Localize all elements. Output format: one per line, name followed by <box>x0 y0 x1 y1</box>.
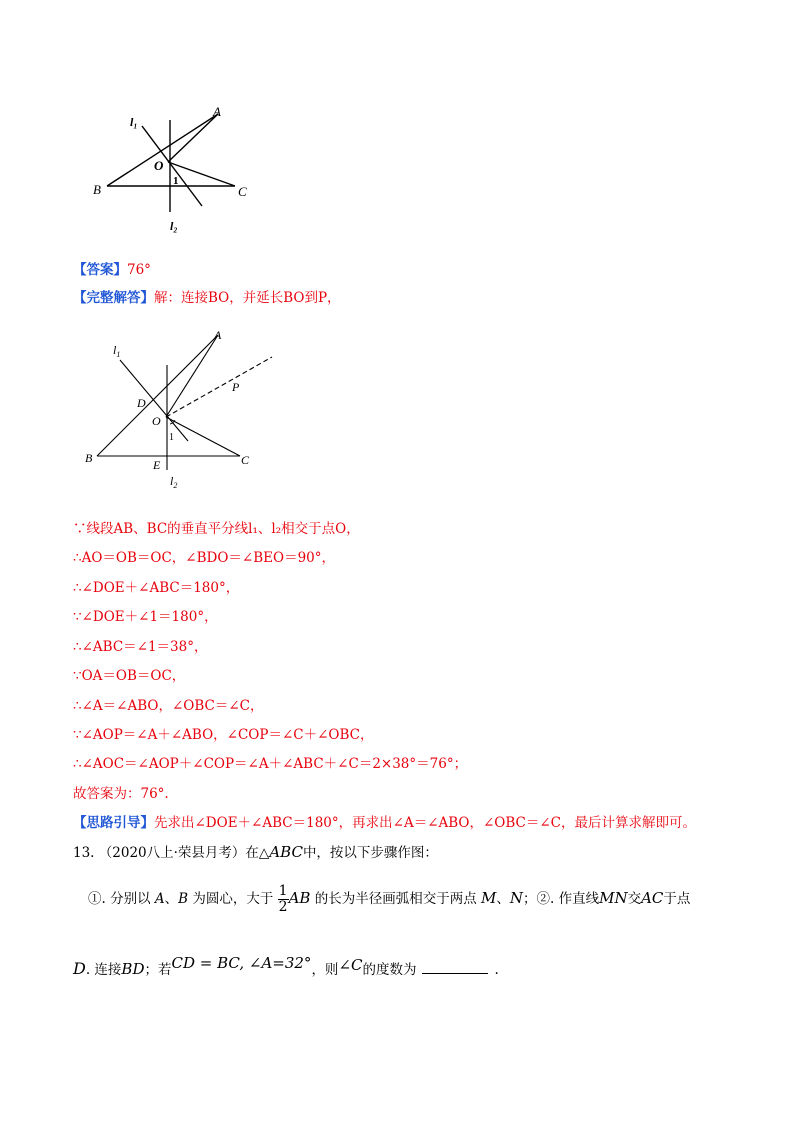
triangle-abc: ABC <box>269 843 303 861</box>
fig1-line-ao <box>168 114 218 162</box>
condition-expression: CD = BC, ∠A=32° <box>171 954 312 972</box>
fig2-label-1: 1 <box>169 432 174 443</box>
fig2-label-E: E <box>153 458 161 472</box>
fig2-line-oc <box>166 417 240 456</box>
fig2-line-op-dashed <box>166 357 272 417</box>
solution-step-1: ∵线段AB、BC的垂直平分线l₁、l₂相交于点O， <box>73 521 360 537</box>
fig2-label-A: A <box>214 328 222 342</box>
solution-step-7: ∴∠A＝∠ABO，∠OBC＝∠C， <box>73 698 264 714</box>
fig2-label-B: B <box>85 451 93 465</box>
solution-step-3: ∴∠DOE＋∠ABC＝180°， <box>73 580 240 596</box>
hint-line <box>73 811 696 831</box>
solution-step-5: ∴∠ABC＝∠1＝38°， <box>73 639 208 655</box>
answer-value: 76° <box>127 262 151 278</box>
fig2-label-O: O <box>152 414 161 428</box>
fig2-label-l2: $l_2$ <box>170 474 178 490</box>
solution-tag: 【完整解答】 <box>73 290 154 306</box>
question-intro: 中，按以下步骤作图： <box>302 845 438 861</box>
solution-step-10: 故答案为：76°. <box>73 786 169 802</box>
answer-blank[interactable] <box>422 961 488 974</box>
question-13-line-3: D. 连接BD；若CD = BC, ∠A=32°，则∠C的度数为 . <box>73 954 499 978</box>
solution-step-9: ∴∠AOC＝∠AOP＋∠COP＝∠A＋∠ABC＋∠C＝2×38°＝76°； <box>73 756 468 772</box>
solution-step-2: ∴AO＝OB＝OC，∠BDO＝∠BEO＝90°， <box>73 550 335 566</box>
fig1-line-ba <box>107 114 218 186</box>
solution-intro-line <box>73 286 341 306</box>
fig2-label-C: C <box>241 453 250 467</box>
figure-2 <box>80 325 280 495</box>
fraction-one-half: $\frac{1}{2}$ <box>278 883 288 915</box>
figure-1 <box>90 100 270 240</box>
fig1-label-l2: l₂ <box>170 219 178 233</box>
solution-step-4: ∵∠DOE＋∠1＝180°， <box>73 609 218 625</box>
fig1-label-O: O <box>154 158 164 173</box>
question-source: （2020八上·荣县月考）在△ <box>98 845 270 861</box>
solution-intro: 解：连接BO，并延长BO到P， <box>154 290 341 306</box>
question-number: 13. <box>73 845 95 861</box>
question-13-steps: ①. 分别以 A、B 为圆心，大于 $\frac{1}{2}$ AB 的长为半径画弧相交于两点 M、N；②. 作直线MN交AC于点 <box>88 883 691 915</box>
hint-text: 先求出∠DOE＋∠ABC＝180°，再求出∠A＝∠ABO，∠OBC＝∠C，最后计算求解即可。 <box>154 815 697 831</box>
solution-step-6: ∵OA＝OB＝OC， <box>73 668 186 684</box>
answer-line <box>73 258 151 278</box>
fig1-label-A: A <box>213 104 221 119</box>
fig2-label-l1: $l_1$ <box>113 343 121 359</box>
hint-tag: 【思路引导】 <box>73 815 154 831</box>
fig2-label-P: P <box>232 380 240 394</box>
fig1-label-B: B <box>93 182 101 197</box>
question-13-header <box>73 841 438 861</box>
fig2-line-l1 <box>120 360 188 441</box>
answer-tag: 【答案】 <box>73 262 127 278</box>
fig1-label-C: C <box>238 184 247 199</box>
fig2-line-ao <box>166 335 218 417</box>
fig1-label-l1: l₁ <box>130 115 138 129</box>
solution-step-8: ∵∠AOP＝∠A＋∠ABO，∠COP＝∠C＋∠OBC， <box>73 727 374 743</box>
fig2-label-D: D <box>137 396 146 410</box>
fig1-label-1: 1 <box>173 175 179 187</box>
